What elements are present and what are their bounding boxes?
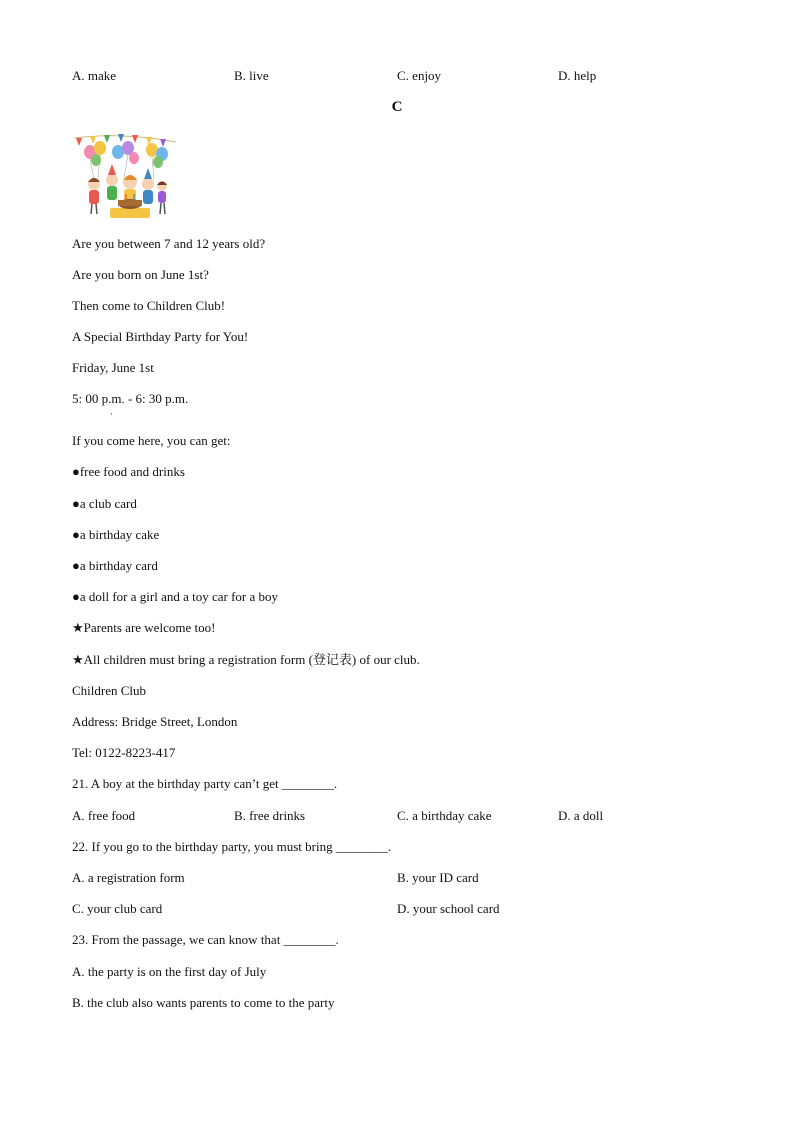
prev-option-b: B. live [234, 68, 269, 83]
prev-option-a: A. make [72, 68, 117, 83]
q21-option-a: A. free food [72, 808, 136, 823]
ad-line-time: 5: 00 p.m. - 6: 30 p.m. [72, 391, 189, 406]
q21-option-b: B. free drinks [234, 808, 306, 823]
club-tel: Tel: 0122-8223-417 [72, 745, 176, 760]
bullet-item: ●a club card [72, 496, 137, 511]
ad-line-party: A Special Birthday Party for You! [72, 329, 249, 344]
ad-line-date: Friday, June 1st [72, 360, 154, 375]
club-address: Address: Bridge Street, London [72, 714, 238, 729]
question-21: 21. A boy at the birthday party can’t get ________. [72, 776, 338, 791]
prev-option-c: C. enjoy [397, 68, 442, 83]
q23-option-a: A. the party is on the first day of July [72, 964, 267, 979]
question-22: 22. If you go to the birthday party, you must bring ________. [72, 839, 392, 854]
ad-line-age: Are you between 7 and 12 years old? [72, 236, 266, 251]
q23-option-b: B. the club also wants parents to come to the party [72, 995, 335, 1010]
birthday-party-illustration [72, 130, 178, 220]
question-23: 23. From the passage, we can know that ________. [72, 932, 339, 947]
section-letter: C [391, 99, 403, 115]
q21-option-c: C. a birthday cake [397, 808, 492, 823]
star-note: ★Parents are welcome too! [72, 620, 216, 635]
stray-mark: · [110, 409, 113, 419]
ad-line-come: Then come to Children Club! [72, 298, 226, 313]
ad-line-get: If you come here, you can get: [72, 433, 231, 448]
q22-option-b: B. your ID card [397, 870, 479, 885]
bullet-item: ●a doll for a girl and a toy car for a boy [72, 589, 279, 604]
q22-option-d: D. your school card [397, 901, 500, 916]
q21-option-d: D. a doll [558, 808, 604, 823]
bullet-item: ●free food and drinks [72, 464, 185, 479]
star-note: ★All children must bring a registration form (登记表) of our club. [72, 652, 420, 667]
q22-option-a: A. a registration form [72, 870, 185, 885]
bullet-item: ●a birthday cake [72, 527, 160, 542]
ad-line-born: Are you born on June 1st? [72, 267, 209, 282]
prev-option-d: D. help [558, 68, 597, 83]
q22-option-c: C. your club card [72, 901, 163, 916]
club-name: Children Club [72, 683, 147, 698]
bullet-item: ●a birthday card [72, 558, 158, 573]
